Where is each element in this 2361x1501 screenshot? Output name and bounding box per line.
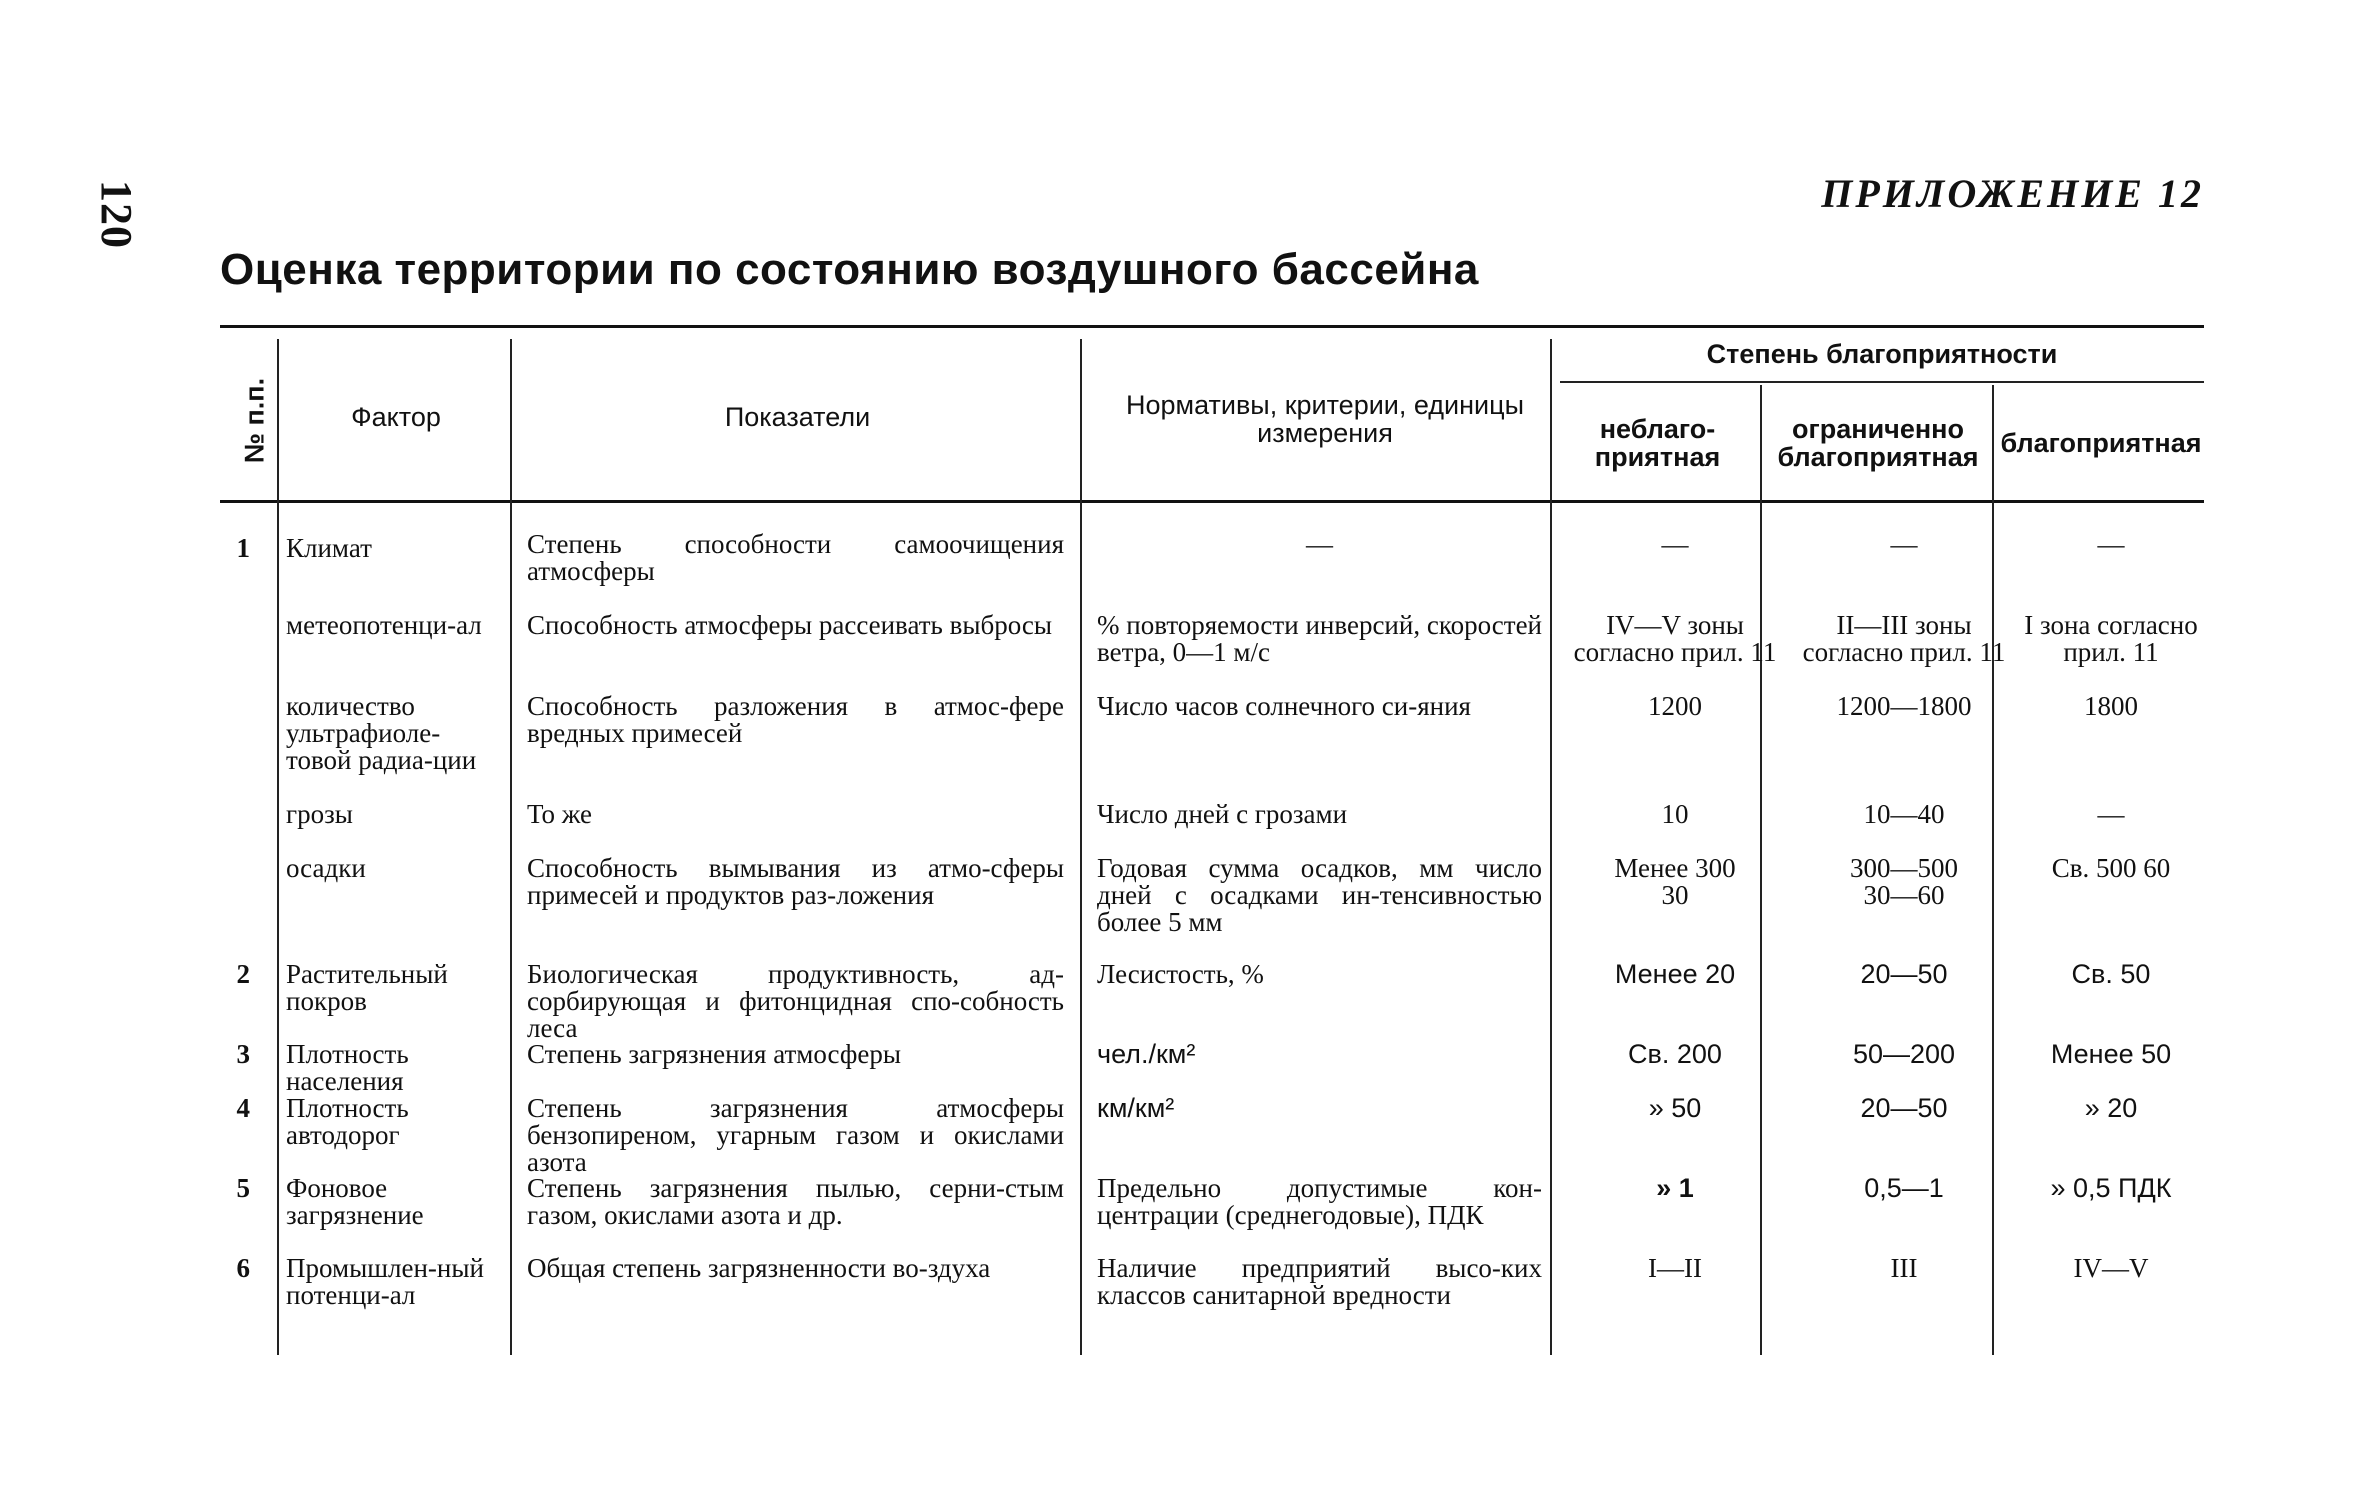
header-limited: ограниченно благоприятная xyxy=(1777,414,1979,472)
limited-cell: 10—40 xyxy=(1863,799,1945,829)
indicator-cell: Способность разложения в атмос-фере вредных примесей xyxy=(527,691,1064,748)
table-top-rule xyxy=(220,325,2204,328)
unfavorable-cell: I—II xyxy=(1648,1253,1702,1283)
row-num: 1 xyxy=(236,533,250,563)
indicator-cell: Степень загрязнения атмосферы xyxy=(527,1039,901,1069)
norm-cell: % повторяемости инверсий, скоростей ветра, 0—1 м/с xyxy=(1097,610,1542,667)
column-divider xyxy=(1080,339,1082,1355)
limited-cell: 50—200 xyxy=(1852,1039,1956,1069)
column-divider xyxy=(510,339,512,1355)
limited-cell: III xyxy=(1890,1253,1918,1283)
indicator-cell: Степень способности самоочищения атмосферы xyxy=(527,529,1064,586)
header-num: № п.п. xyxy=(239,377,270,464)
unfavorable-cell: 10 xyxy=(1661,799,1689,829)
header-norms: Нормативы, критерии, единицы измерения xyxy=(1125,390,1524,448)
row-num: 3 xyxy=(236,1039,250,1069)
factor-cell: Промышлен-ный потенци-ал xyxy=(286,1253,484,1310)
header-degree: Степень благоприятности xyxy=(1706,339,2058,369)
unfavorable-cell: — xyxy=(1661,529,1689,559)
unfavorable-cell: Менее 300 30 xyxy=(1614,853,1736,910)
limited-cell: 300—500 30—60 xyxy=(1850,853,1958,910)
appendix-label: ПРИЛОЖЕНИЕ 12 xyxy=(1821,171,2204,216)
factor-cell: количество ультрафиоле-товой радиа-ции xyxy=(286,691,477,775)
unfavorable-cell: Св. 200 xyxy=(1628,1039,1722,1069)
favorable-cell: » 0,5 ПДК xyxy=(2050,1173,2172,1203)
favorable-cell: Менее 50 xyxy=(2050,1039,2172,1069)
limited-cell: — xyxy=(1890,529,1918,559)
limited-cell: 0,5—1 xyxy=(1864,1173,1944,1203)
factor-cell: метеопотенци-ал xyxy=(286,610,482,640)
norm-cell: — xyxy=(1306,529,1333,559)
header-factor: Фактор xyxy=(351,402,441,432)
norm-cell: км/км² xyxy=(1097,1093,1175,1123)
factor-cell: Климат xyxy=(286,533,372,563)
norm-cell: Лесистость, % xyxy=(1097,959,1264,989)
row-num: 2 xyxy=(236,959,250,989)
factor-cell: Растительный покров xyxy=(286,959,448,1016)
header-favorable: благоприятная xyxy=(2000,428,2202,458)
unfavorable-cell: Менее 20 xyxy=(1614,959,1736,989)
row-num: 6 xyxy=(236,1253,250,1283)
norm-cell: чел./км² xyxy=(1097,1039,1196,1069)
unfavorable-cell: IV—V зоны согласно прил. 11 xyxy=(1573,610,1777,667)
indicator-cell: Способность атмосферы рассеивать выбросы xyxy=(527,610,1053,640)
factor-cell: Плотность населения xyxy=(286,1039,409,1096)
favorable-cell: 1800 xyxy=(2084,691,2138,721)
indicator-cell: Биологическая продуктивность, ад-сорбирующая и фитонцидная спо-собность леса xyxy=(527,959,1064,1043)
indicator-cell: То же xyxy=(527,799,592,829)
factor-cell: грозы xyxy=(286,799,353,829)
page-title: Оценка территории по состоянию воздушного бассейна xyxy=(220,245,1479,294)
factor-cell: Плотность автодорог xyxy=(286,1093,409,1150)
column-divider xyxy=(277,339,279,1355)
assessment-table xyxy=(220,325,2204,1355)
limited-cell: 20—50 xyxy=(1860,1093,1948,1123)
limited-cell: 1200—1800 xyxy=(1836,691,1972,721)
header-bottom-rule xyxy=(220,500,2204,503)
header-unfavorable: неблаго-приятная xyxy=(1594,414,1721,472)
unfavorable-cell: » 50 xyxy=(1648,1093,1702,1123)
limited-cell: 20—50 xyxy=(1860,959,1948,989)
favorable-cell: » 20 xyxy=(2084,1093,2138,1123)
favorable-cell: — xyxy=(2097,529,2125,559)
factor-cell: Фоновое загрязнение xyxy=(286,1173,424,1230)
indicator-cell: Степень загрязнения атмосферы бензопиреном, угарным газом и окислами азота xyxy=(527,1093,1064,1177)
indicator-cell: Общая степень загрязненности во-здуха xyxy=(527,1253,991,1283)
indicator-cell: Способность вымывания из атмо-сферы примесей и продуктов раз-ложения xyxy=(527,853,1064,910)
row-num: 4 xyxy=(236,1093,250,1123)
norm-cell: Наличие предприятий высо-ких классов санитарной вредности xyxy=(1097,1253,1542,1310)
indicator-cell: Степень загрязнения пылью, серни-стым газом, окислами азота и др. xyxy=(527,1173,1064,1230)
limited-cell: II—III зоны согласно прил. 11 xyxy=(1802,610,2006,667)
favorable-cell: Св. 50 xyxy=(2071,959,2151,989)
unfavorable-cell: » 1 xyxy=(1656,1173,1694,1203)
row-num: 5 xyxy=(236,1173,250,1203)
unfavorable-cell: 1200 xyxy=(1648,691,1702,721)
favorable-cell: — xyxy=(2097,799,2125,829)
norm-cell: Предельно допустимые кон-центрации (среднегодовые), ПДК xyxy=(1097,1173,1542,1230)
favorable-cell: IV—V xyxy=(2073,1253,2149,1283)
norm-cell: Число дней с грозами xyxy=(1097,799,1348,829)
header-indicators: Показатели xyxy=(724,402,871,432)
norm-cell: Число часов солнечного си-яния xyxy=(1097,691,1471,721)
column-divider xyxy=(1550,339,1552,1355)
norm-cell: Годовая сумма осадков, мм число дней с осадками ин-тенсивностью более 5 мм xyxy=(1097,853,1542,937)
factor-cell: осадки xyxy=(286,853,366,883)
favorable-cell: I зона согласно прил. 11 xyxy=(2024,610,2198,667)
favorable-cell: Св. 500 60 xyxy=(2051,853,2171,883)
degree-subheader-rule xyxy=(1560,381,2204,383)
page-number: 120 xyxy=(92,180,141,249)
